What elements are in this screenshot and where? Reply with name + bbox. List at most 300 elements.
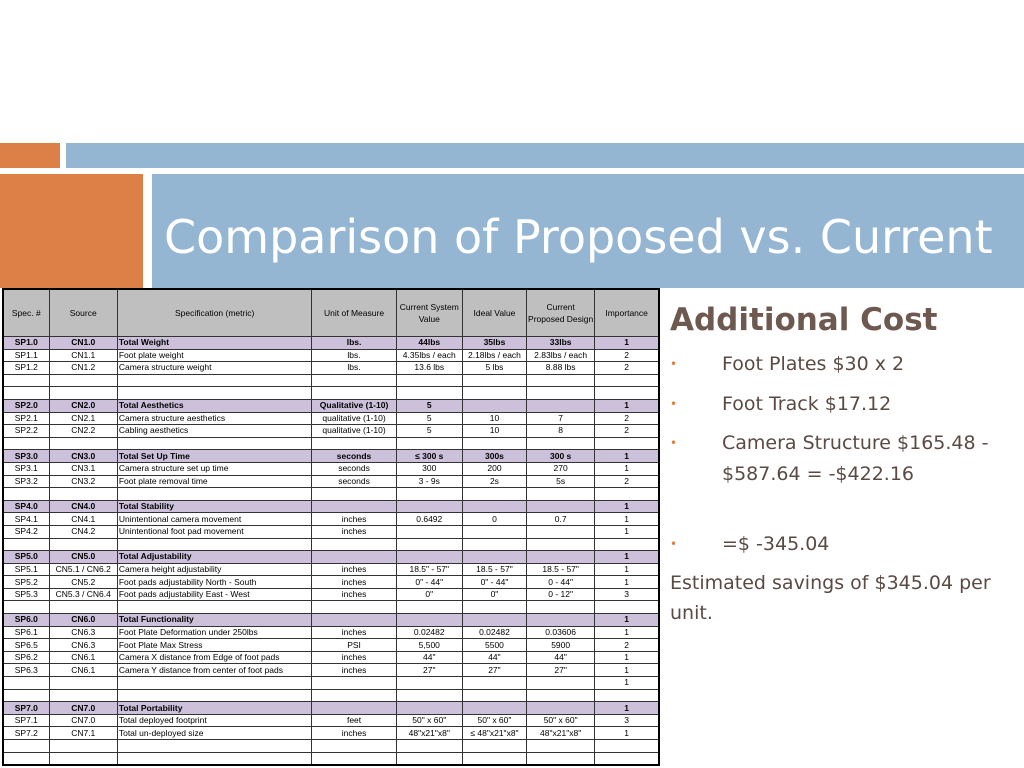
table-row (3, 626, 659, 639)
table-cell: Camera structure set up time (117, 462, 312, 475)
table-cell: 10 (462, 425, 526, 438)
table-cell (527, 689, 595, 702)
table-cell (117, 677, 312, 690)
table-row (3, 387, 659, 400)
table-cell (312, 437, 396, 450)
table-cell: 300 s (527, 450, 595, 463)
table-cell: Total Stability (117, 500, 312, 513)
column-header: Current Proposed Design (527, 289, 595, 337)
table-cell (527, 399, 595, 412)
cost-item-foot-track (670, 388, 1020, 420)
table-cell (462, 387, 526, 400)
table-cell: SP7.1 (3, 714, 49, 727)
table-cell (3, 538, 49, 551)
table-cell (527, 387, 595, 400)
table-cell: CN1.1 (49, 349, 117, 362)
table-row (3, 437, 659, 450)
table-cell: 2 (595, 475, 659, 488)
table-cell: CN4.2 (49, 525, 117, 538)
table-cell: Total deployed footprint (117, 714, 312, 727)
table-cell (527, 551, 595, 564)
table-cell (3, 740, 49, 753)
table-cell: 7 (527, 412, 595, 425)
table-cell: CN3.2 (49, 475, 117, 488)
table-cell: 3 (595, 588, 659, 601)
table-body (3, 337, 659, 766)
table-cell (49, 488, 117, 501)
table-cell: Total Weight (117, 337, 312, 350)
table-cell: 300 (396, 462, 462, 475)
cost-item-text: Foot Track $17.12 (722, 393, 892, 415)
table-cell (462, 689, 526, 702)
table-cell (462, 437, 526, 450)
table-cell: Foot pads adjustability East - West (117, 588, 312, 601)
bullet-icon: • (670, 357, 678, 371)
table-cell: Camera structure weight (117, 362, 312, 375)
table-cell (49, 740, 117, 753)
table-cell: CN6.1 (49, 651, 117, 664)
table-group-row (3, 337, 659, 350)
table-cell: inches (312, 525, 396, 538)
table-cell (595, 601, 659, 614)
table-cell (49, 374, 117, 387)
table-cell: 1 (595, 462, 659, 475)
table-cell (396, 437, 462, 450)
table-cell: CN5.2 (49, 576, 117, 589)
table-cell: 33lbs (527, 337, 595, 350)
savings-note: Estimated savings of $345.04 per unit. (670, 572, 991, 624)
table-cell: 1 (595, 614, 659, 627)
table-cell (396, 702, 462, 715)
table-cell: 4.35lbs / each (396, 349, 462, 362)
table-cell: qualitative (1-10) (312, 412, 396, 425)
table-cell (527, 677, 595, 690)
table-cell: inches (312, 563, 396, 576)
table-group-row (3, 500, 659, 513)
table-cell (462, 374, 526, 387)
column-header: Source (49, 289, 117, 337)
table-cell (117, 387, 312, 400)
table-cell (396, 689, 462, 702)
cost-item-camera-structure (670, 428, 1020, 490)
table-cell: PSI (312, 639, 396, 652)
table-cell: 5s (527, 475, 595, 488)
table-cell: CN6.3 (49, 626, 117, 639)
table-cell: 48"x21"x8" (527, 727, 595, 740)
table-cell: CN4.0 (49, 500, 117, 513)
table-row (3, 714, 659, 727)
table-row (3, 488, 659, 501)
table-cell (396, 374, 462, 387)
column-header: Spec. # (3, 289, 49, 337)
bullet-icon: • (670, 537, 678, 551)
table-cell: 1 (595, 500, 659, 513)
table-cell: 44" (527, 651, 595, 664)
table-cell (396, 488, 462, 501)
table-cell: SP7.2 (3, 727, 49, 740)
table-cell: ≤ 300 s (396, 450, 462, 463)
table-cell (527, 525, 595, 538)
table-group-row (3, 614, 659, 627)
table-row (3, 412, 659, 425)
table-cell: 27" (396, 664, 462, 677)
table-row (3, 601, 659, 614)
table-cell: Foot plate removal time (117, 475, 312, 488)
table-cell: CN6.0 (49, 614, 117, 627)
table-row (3, 525, 659, 538)
table-cell: SP4.1 (3, 513, 49, 526)
table-cell (527, 488, 595, 501)
table-cell: inches (312, 664, 396, 677)
table-cell: SP5.1 (3, 563, 49, 576)
table-row (3, 651, 659, 664)
table-cell: 0 (462, 513, 526, 526)
table-cell: CN3.1 (49, 462, 117, 475)
table-cell: 27" (527, 664, 595, 677)
cost-item-text: =$ -345.04 (722, 533, 830, 555)
table-cell (396, 752, 462, 765)
table-cell: CN4.1 (49, 513, 117, 526)
table-cell (462, 551, 526, 564)
table-cell: Foot pads adjustability North - South (117, 576, 312, 589)
table-cell (117, 437, 312, 450)
table-cell: 0" (462, 588, 526, 601)
table-cell: SP7.0 (3, 702, 49, 715)
table-row (3, 752, 659, 765)
table-cell: 1 (595, 399, 659, 412)
bullet-icon: • (670, 397, 678, 411)
table-cell: 2 (595, 425, 659, 438)
table-cell: SP1.1 (3, 349, 49, 362)
table-cell: 270 (527, 462, 595, 475)
table-cell: 2 (595, 362, 659, 375)
additional-cost-heading: Additional Cost (670, 302, 938, 338)
table-row (3, 425, 659, 438)
table-cell: 2s (462, 475, 526, 488)
table-cell: Cabling aesthetics (117, 425, 312, 438)
table-cell: 200 (462, 462, 526, 475)
table-cell: Foot Plate Max Stress (117, 639, 312, 652)
table-cell: 0 - 44" (527, 576, 595, 589)
table-cell: seconds (312, 475, 396, 488)
table-cell (3, 374, 49, 387)
table-cell (49, 689, 117, 702)
table-cell: 50" x 60" (462, 714, 526, 727)
table-cell (117, 601, 312, 614)
table-cell: Total Functionality (117, 614, 312, 627)
table-cell: SP2.2 (3, 425, 49, 438)
table-cell (527, 374, 595, 387)
table-cell: 1 (595, 702, 659, 715)
table-cell: SP5.0 (3, 551, 49, 564)
accent-bar-orange (0, 143, 60, 168)
table-cell: CN5.0 (49, 551, 117, 564)
table-cell (312, 677, 396, 690)
table-cell: Camera Y distance from center of foot pads (117, 664, 312, 677)
table-cell: SP3.0 (3, 450, 49, 463)
specification-table (2, 288, 660, 766)
table-cell: 0 - 12" (527, 588, 595, 601)
table-cell: CN1.2 (49, 362, 117, 375)
table-cell: 3 (595, 714, 659, 727)
table-cell (49, 387, 117, 400)
table-row (3, 349, 659, 362)
table-cell: CN2.1 (49, 412, 117, 425)
cost-item-text: Foot Plates $30 x 2 (722, 353, 905, 375)
column-header: Specification (metric) (117, 289, 312, 337)
title-band (152, 174, 1024, 288)
bullet-icon: • (670, 436, 678, 450)
column-header: Importance (595, 289, 659, 337)
table-cell (49, 752, 117, 765)
table-group-row (3, 450, 659, 463)
table-cell (312, 538, 396, 551)
table-cell: CN7.0 (49, 714, 117, 727)
table-row (3, 588, 659, 601)
table-cell: 300s (462, 450, 526, 463)
table-cell: 5900 (527, 639, 595, 652)
table-cell: 3 - 9s (396, 475, 462, 488)
table-cell: 8.88 lbs (527, 362, 595, 375)
table-cell (3, 689, 49, 702)
table-cell: 44" (462, 651, 526, 664)
table-cell: 5 (396, 399, 462, 412)
table-cell (595, 374, 659, 387)
table-cell: 44" (396, 651, 462, 664)
table-cell (462, 538, 526, 551)
table-cell: 1 (595, 677, 659, 690)
cost-item-total (670, 528, 1020, 560)
table-row (3, 475, 659, 488)
table-cell: 35lbs (462, 337, 526, 350)
column-header: Ideal Value (462, 289, 526, 337)
table-cell (396, 740, 462, 753)
table-cell (527, 702, 595, 715)
table-cell: 1 (595, 525, 659, 538)
table-cell: SP6.1 (3, 626, 49, 639)
column-header: Current System Value (396, 289, 462, 337)
table-cell: Total Portability (117, 702, 312, 715)
table-cell: 13.6 lbs (396, 362, 462, 375)
table-cell: Unintentional foot pad movement (117, 525, 312, 538)
table-cell: SP3.2 (3, 475, 49, 488)
additional-cost-panel (670, 300, 1020, 628)
table-group-row (3, 551, 659, 564)
table-cell (527, 538, 595, 551)
table-cell: 5 (396, 425, 462, 438)
table-cell: 0.02482 (396, 626, 462, 639)
table-cell (462, 677, 526, 690)
table-cell: qualitative (1-10) (312, 425, 396, 438)
table-cell: lbs. (312, 362, 396, 375)
table-cell: SP2.0 (3, 399, 49, 412)
table-cell: SP6.3 (3, 664, 49, 677)
table-row (3, 462, 659, 475)
table-cell: CN7.0 (49, 702, 117, 715)
accent-square-orange (0, 174, 143, 288)
table-cell: 18.5" - 57" (396, 563, 462, 576)
table-cell (396, 677, 462, 690)
table-cell: Total Adjustability (117, 551, 312, 564)
table-cell: 0" (396, 588, 462, 601)
table-cell (462, 702, 526, 715)
table-cell: feet (312, 714, 396, 727)
table-cell (3, 752, 49, 765)
table-cell (312, 551, 396, 564)
table-cell (49, 677, 117, 690)
list-spacer (670, 498, 1020, 528)
table-cell: 0.7 (527, 513, 595, 526)
table-cell (3, 488, 49, 501)
table-cell: SP5.2 (3, 576, 49, 589)
cost-list (670, 348, 1020, 560)
table-cell (117, 689, 312, 702)
table-cell: Foot Plate Deformation under 250lbs (117, 626, 312, 639)
table-cell: SP4.2 (3, 525, 49, 538)
table-cell: lbs. (312, 349, 396, 362)
table-cell: lbs. (312, 337, 396, 350)
table-cell (595, 689, 659, 702)
table-cell: Qualitative (1-10) (312, 399, 396, 412)
table-cell (462, 752, 526, 765)
table-cell: inches (312, 651, 396, 664)
table-cell (117, 752, 312, 765)
table-cell (312, 500, 396, 513)
table-cell: CN5.3 / CN6.4 (49, 588, 117, 601)
table-header-row (3, 289, 659, 337)
table-cell (527, 752, 595, 765)
table-cell (3, 437, 49, 450)
table-cell (462, 500, 526, 513)
table-cell: 44lbs (396, 337, 462, 350)
table-cell (117, 488, 312, 501)
table-cell (3, 601, 49, 614)
table-cell (312, 614, 396, 627)
table-cell: SP4.0 (3, 500, 49, 513)
table-row (3, 689, 659, 702)
table-cell: SP5.3 (3, 588, 49, 601)
table-cell: CN2.0 (49, 399, 117, 412)
table-cell: 10 (462, 412, 526, 425)
table-cell: CN5.1 / CN6.2 (49, 563, 117, 576)
table-cell: CN6.3 (49, 639, 117, 652)
table-cell: 1 (595, 337, 659, 350)
table-cell (396, 525, 462, 538)
table-cell: 1 (595, 576, 659, 589)
table-cell: SP6.0 (3, 614, 49, 627)
table-cell: 1 (595, 626, 659, 639)
table-cell (49, 601, 117, 614)
table-cell (595, 538, 659, 551)
table-cell: 2 (595, 412, 659, 425)
table-cell: SP2.1 (3, 412, 49, 425)
column-header: Unit of Measure (312, 289, 396, 337)
table-cell: 2 (595, 639, 659, 652)
table-row (3, 727, 659, 740)
table-cell: Camera structure aesthetics (117, 412, 312, 425)
table-cell: CN3.0 (49, 450, 117, 463)
accent-bar-blue (66, 143, 1024, 168)
table-cell: 5 lbs (462, 362, 526, 375)
table-cell: CN6.1 (49, 664, 117, 677)
table-cell: 1 (595, 727, 659, 740)
table-cell (527, 740, 595, 753)
table-row (3, 563, 659, 576)
table-cell: SP6.2 (3, 651, 49, 664)
table-cell: 1 (595, 450, 659, 463)
table-cell: Total un-deployed size (117, 727, 312, 740)
table-row (3, 677, 659, 690)
table-cell: 1 (595, 563, 659, 576)
table-row (3, 639, 659, 652)
table-cell: 2.18lbs / each (462, 349, 526, 362)
table-cell: Foot plate weight (117, 349, 312, 362)
table-cell: Unintentional camera movement (117, 513, 312, 526)
table-cell (595, 387, 659, 400)
table-cell: 48"x21"x8" (396, 727, 462, 740)
table-cell: Camera height adjustability (117, 563, 312, 576)
table-cell: 0" - 44" (462, 576, 526, 589)
table-row (3, 374, 659, 387)
table-cell (49, 437, 117, 450)
table-cell: 18.5 - 57" (462, 563, 526, 576)
table-cell: CN2.2 (49, 425, 117, 438)
table-cell (117, 538, 312, 551)
table-cell (462, 601, 526, 614)
table-cell: 2 (595, 349, 659, 362)
table-row (3, 740, 659, 753)
table-cell: SP3.1 (3, 462, 49, 475)
table-cell (396, 387, 462, 400)
table-cell: 5,500 (396, 639, 462, 652)
table-cell: seconds (312, 450, 396, 463)
table-cell: SP6.5 (3, 639, 49, 652)
table-cell (312, 374, 396, 387)
table-cell (527, 601, 595, 614)
table-row (3, 538, 659, 551)
table-cell (527, 500, 595, 513)
table-cell: ≤ 48"x21"x8" (462, 727, 526, 740)
table-cell: Total Set Up Time (117, 450, 312, 463)
table-cell (595, 437, 659, 450)
table-cell (396, 551, 462, 564)
table-cell (462, 525, 526, 538)
table-cell: 0" - 44" (396, 576, 462, 589)
table-cell (312, 601, 396, 614)
table-cell: Camera X distance from Edge of foot pads (117, 651, 312, 664)
table-cell (396, 538, 462, 551)
table-cell: 1 (595, 651, 659, 664)
table-cell: CN1.0 (49, 337, 117, 350)
table-cell (396, 500, 462, 513)
table-cell (462, 614, 526, 627)
table-cell (312, 752, 396, 765)
table-cell (117, 374, 312, 387)
table-cell: seconds (312, 462, 396, 475)
table-cell: 50" x 60" (396, 714, 462, 727)
table-cell: 5500 (462, 639, 526, 652)
slide-title: Comparison of Proposed vs. Current (164, 210, 993, 264)
table-cell (117, 740, 312, 753)
table-cell: 0.6492 (396, 513, 462, 526)
table-cell (312, 702, 396, 715)
table-cell (595, 752, 659, 765)
table-cell (527, 437, 595, 450)
table-cell (396, 601, 462, 614)
table-row (3, 576, 659, 589)
table-cell: 2.83lbs / each (527, 349, 595, 362)
table-cell: 50" x 60" (527, 714, 595, 727)
